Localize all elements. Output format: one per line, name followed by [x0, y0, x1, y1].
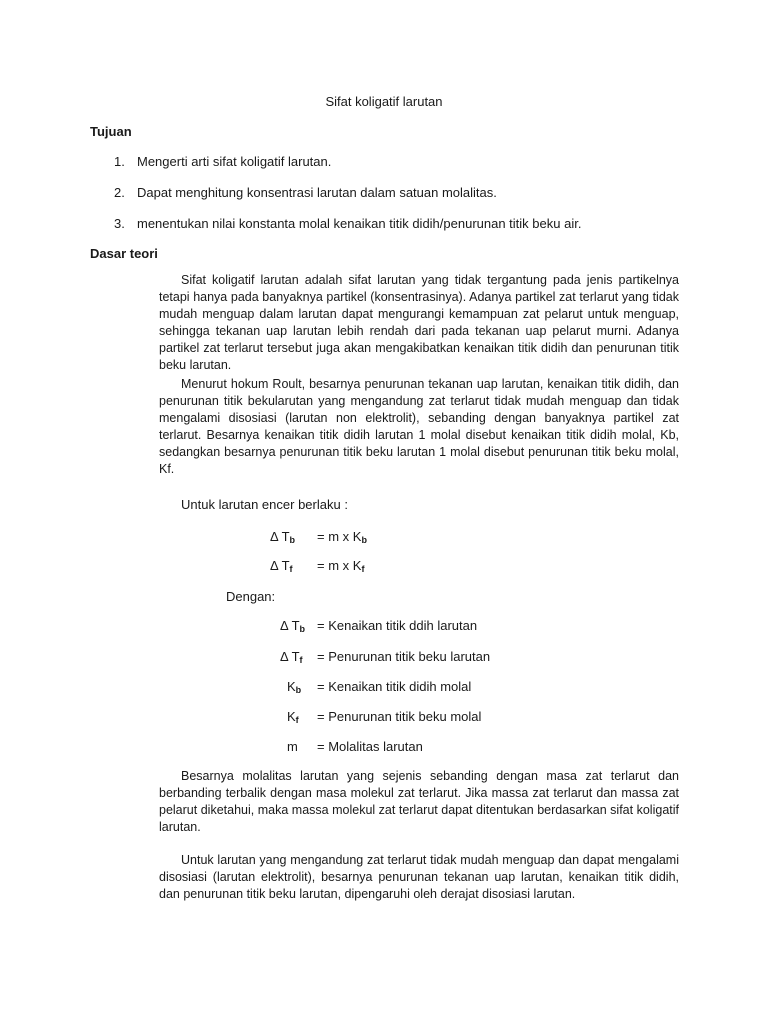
list-text: menentukan nilai konstanta molal kenaikan titik didih/penurunan titik beku air.: [137, 216, 582, 231]
formula-rhs: = m x $K_f$: [317, 558, 365, 574]
definition-text: = Kenaikan titik ddih larutan: [317, 618, 478, 633]
definition-text: = Molalitas larutan: [317, 739, 423, 754]
formula-lhs: Δ $T_f$: [270, 558, 293, 574]
section-heading-dasar-teori: Dasar teori: [90, 246, 158, 261]
paragraph: Menurut hokum Roult, besarnya penurunan tekanan uap larutan, kenaikan titik didih, dan penurunan titik bekularutan yang mengandung zat terlarut tidak mudah menguap dan tidak mengalami disosiasi (larutan non elektrolit), sebanding dengan banyaknya partikel zat terlarut. Besarnya kenaikan titik didih larutan 1 molal disebut kenaikan titik didih molal, Kb, sedangkan besarnya penurunan titik beku larutan 1 molal disebut penurunan titik beku molal, Kf.: [159, 377, 679, 476]
list-text: Dapat menghitung konsentrasi larutan dalam satuan molalitas.: [137, 185, 497, 200]
formula-intro: Untuk larutan encer berlaku :: [181, 497, 348, 512]
formula-lhs: Δ $T_b$: [270, 529, 296, 545]
section-heading-tujuan: Tujuan: [90, 124, 132, 139]
list-item: [114, 154, 331, 169]
paragraph: Untuk larutan yang mengandung zat terlarut tidak mudah menguap dan dapat mengalami disosiasi (larutan elektrolit), besarnya penurunan tekanan uap larutan, kenaikan titik didih, dan penurunan titik beku larutan, dipengaruhi oleh derajat disosiasi larutan.: [159, 853, 679, 901]
dengan-label: Dengan:: [226, 589, 276, 604]
definition-symbol: Δ $T_f$: [280, 649, 303, 665]
list-number: 3.: [114, 216, 125, 231]
definition-text: = Kenaikan titik didih molal: [317, 679, 472, 694]
definition-symbol: m: [287, 739, 298, 754]
list-item: [114, 185, 497, 200]
list-number: 2.: [114, 185, 125, 200]
list-item: [114, 216, 581, 231]
formula-rhs: = m x $K_b$: [317, 529, 367, 545]
definition-text: = Penurunan titik beku larutan: [317, 649, 491, 664]
paragraph: Sifat koligatif larutan adalah sifat larutan yang tidak tergantung pada jenis partikelnya tetapi hanya pada banyaknya partikel (konsentrasinya). Adanya partikel zat terlarut yang tidak mudah menguap dalam larutan dapat mengurangi kemampuan zat pelarut untuk menguap, sehingga tekanan uap larutan lebih rendah dari pada tekanan uap pelarut murni. Adanya partikel zat terlarut tersebut juga akan mengakibatkan kenaikan titik didih dan penurunan titik beku larutan.: [159, 273, 679, 372]
list-text: Mengerti arti sifat koligatif larutan.: [137, 154, 332, 169]
definition-symbol: $K_f$: [287, 709, 299, 725]
definition-symbol: Δ $T_b$: [280, 618, 306, 634]
document-title: Sifat koligatif larutan: [325, 94, 443, 109]
definition-symbol: $K_b$: [287, 679, 302, 695]
paragraph: Besarnya molalitas larutan yang sejenis sebanding dengan masa zat terlarut dan berbanding terbalik dengan masa molekul zat terlarut. Jika massa zat terlarut dan massa zat pelarut diketahui, maka massa molekul zat terlarut dapat ditentukan berdasarkan sifat koligatif larutan.: [159, 769, 679, 834]
definition-text: = Penurunan titik beku molal: [317, 709, 482, 724]
list-number: 1.: [114, 154, 125, 169]
